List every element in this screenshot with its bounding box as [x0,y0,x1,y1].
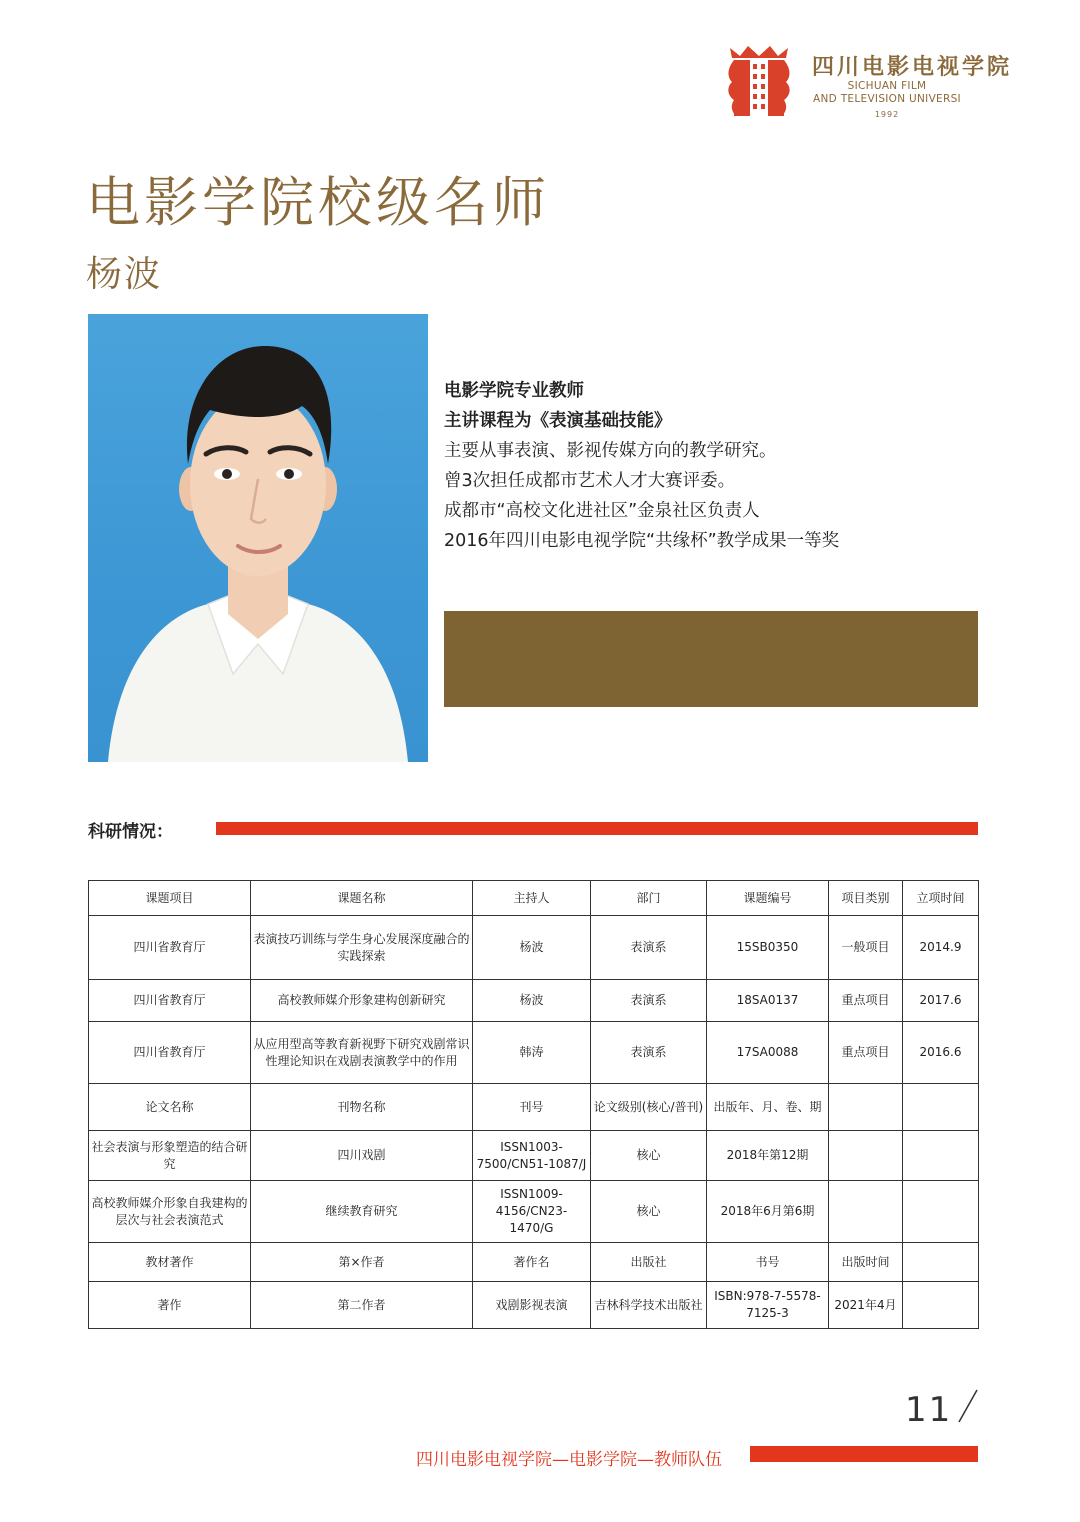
table-cell: 核心 [591,1131,707,1181]
table-cell: ISBN:978-7-5578-7125-3 [707,1282,829,1329]
table-cell: 从应用型高等教育新视野下研究戏剧常识性理论知识在戏剧表演教学中的作用 [251,1022,473,1084]
table-cell: 四川省教育厅 [89,1022,251,1084]
research-section-title: 科研情况： [88,822,173,842]
research-table [88,880,979,1329]
table-row [89,1131,979,1181]
table-cell: ISSN1009-4156/CN23-1470/G [473,1181,591,1243]
table-cell: 四川戏剧 [251,1131,473,1181]
table-cell [903,1084,979,1131]
bio-line: 2016年四川电影电视学院“共缘杯”教学成果一等奖 [444,531,840,551]
table-cell: 课题项目 [89,881,251,916]
table-cell: 韩涛 [473,1022,591,1084]
table-cell: 出版社 [591,1243,707,1282]
page-title: 电影学院校级名师 [86,171,550,234]
teacher-bio [444,376,984,556]
decorative-gold-block [444,611,978,707]
table-cell: 核心 [591,1181,707,1243]
table-cell: 项目类别 [829,881,903,916]
table-cell: 出版时间 [829,1243,903,1282]
table-row [89,1084,979,1131]
table-cell: 17SA0088 [707,1022,829,1084]
teacher-portrait [88,314,428,762]
table-cell: 立项时间 [903,881,979,916]
table-cell [829,1131,903,1181]
table-row [89,881,979,916]
table-cell: 2016.6 [903,1022,979,1084]
table-row [89,1282,979,1329]
table-cell: 第×作者 [251,1243,473,1282]
table-cell: 书号 [707,1243,829,1282]
table-row [89,1181,979,1243]
table-cell: 继续教育研究 [251,1181,473,1243]
table-cell: 四川省教育厅 [89,980,251,1022]
footer-accent-bar [750,1446,978,1462]
slash-decoration-icon [955,1386,985,1426]
table-cell: 四川省教育厅 [89,916,251,980]
table-cell: 出版年、月、卷、期 [707,1084,829,1131]
table-cell: 课题编号 [707,881,829,916]
table-cell: 重点项目 [829,1022,903,1084]
table-cell: 社会表演与形象塑造的结合研究 [89,1131,251,1181]
table-cell: 表演系 [591,916,707,980]
table-cell: 高校教师媒介形象建构创新研究 [251,980,473,1022]
table-cell [829,1084,903,1131]
table-cell: 高校教师媒介形象自我建构的层次与社会表演范式 [89,1181,251,1243]
bio-line: 主要从事表演、影视传媒方向的教学研究。 [444,441,777,461]
table-cell: ISSN1003-7500/CN51-1087/J [473,1131,591,1181]
table-cell: 15SB0350 [707,916,829,980]
table-cell: 论文名称 [89,1084,251,1131]
table-cell: 2021年4月 [829,1282,903,1329]
table-row [89,916,979,980]
bio-line: 曾3次担任成都市艺术人才大赛评委。 [444,471,736,491]
table-cell [903,1243,979,1282]
logo-chinese-name: 四川电影电视学院 [812,55,1013,80]
teacher-name: 杨波 [86,254,163,295]
table-row [89,1243,979,1282]
table-cell: 2014.9 [903,916,979,980]
page-number: 11 [905,1390,953,1430]
logo-english-name [812,80,962,106]
table-cell [903,1131,979,1181]
table-cell: 第二作者 [251,1282,473,1329]
table-cell: 戏剧影视表演 [473,1282,591,1329]
table-cell: 表演技巧训练与学生身心发展深度融合的实践探索 [251,916,473,980]
table-cell [829,1181,903,1243]
table-cell: 2018年6月第6期 [707,1181,829,1243]
table-cell: 一般项目 [829,916,903,980]
table-cell: 论文级别(核心/普刊) [591,1084,707,1131]
table-cell: 部门 [591,881,707,916]
table-cell: 主持人 [473,881,591,916]
logo-year: 1992 [874,110,900,119]
section-divider-bar [216,822,978,835]
bio-line: 主讲课程为《表演基础技能》 [444,411,672,431]
table-cell: 课题名称 [251,881,473,916]
bio-line: 成都市“高校文化进社区”金泉社区负责人 [444,501,760,521]
footer-caption: 四川电影电视学院—电影学院—教师队伍 [416,1450,722,1470]
portrait-illustration [88,314,428,762]
bio-line: 电影学院专业教师 [444,381,584,401]
logo-english-line1: SICHUAN FILM [847,80,927,92]
table-cell: 著作 [89,1282,251,1329]
table-cell: 杨波 [473,916,591,980]
table-cell: 著作名 [473,1243,591,1282]
table-row [89,980,979,1022]
table-cell: 杨波 [473,980,591,1022]
university-logo [724,44,1013,124]
table-cell: 刊号 [473,1084,591,1131]
crown-film-faces-icon [724,44,794,120]
table-cell: 教材著作 [89,1243,251,1282]
logo-english-line2: AND TELEVISION UNIVERSI [813,93,961,105]
table-cell: 表演系 [591,1022,707,1084]
table-cell [903,1282,979,1329]
table-cell: 表演系 [591,980,707,1022]
table-cell: 18SA0137 [707,980,829,1022]
table-cell [903,1181,979,1243]
table-row [89,1022,979,1084]
table-cell: 重点项目 [829,980,903,1022]
table-cell: 刊物名称 [251,1084,473,1131]
table-cell: 2018年第12期 [707,1131,829,1181]
table-cell: 2017.6 [903,980,979,1022]
table-cell: 吉林科学技术出版社 [591,1282,707,1329]
